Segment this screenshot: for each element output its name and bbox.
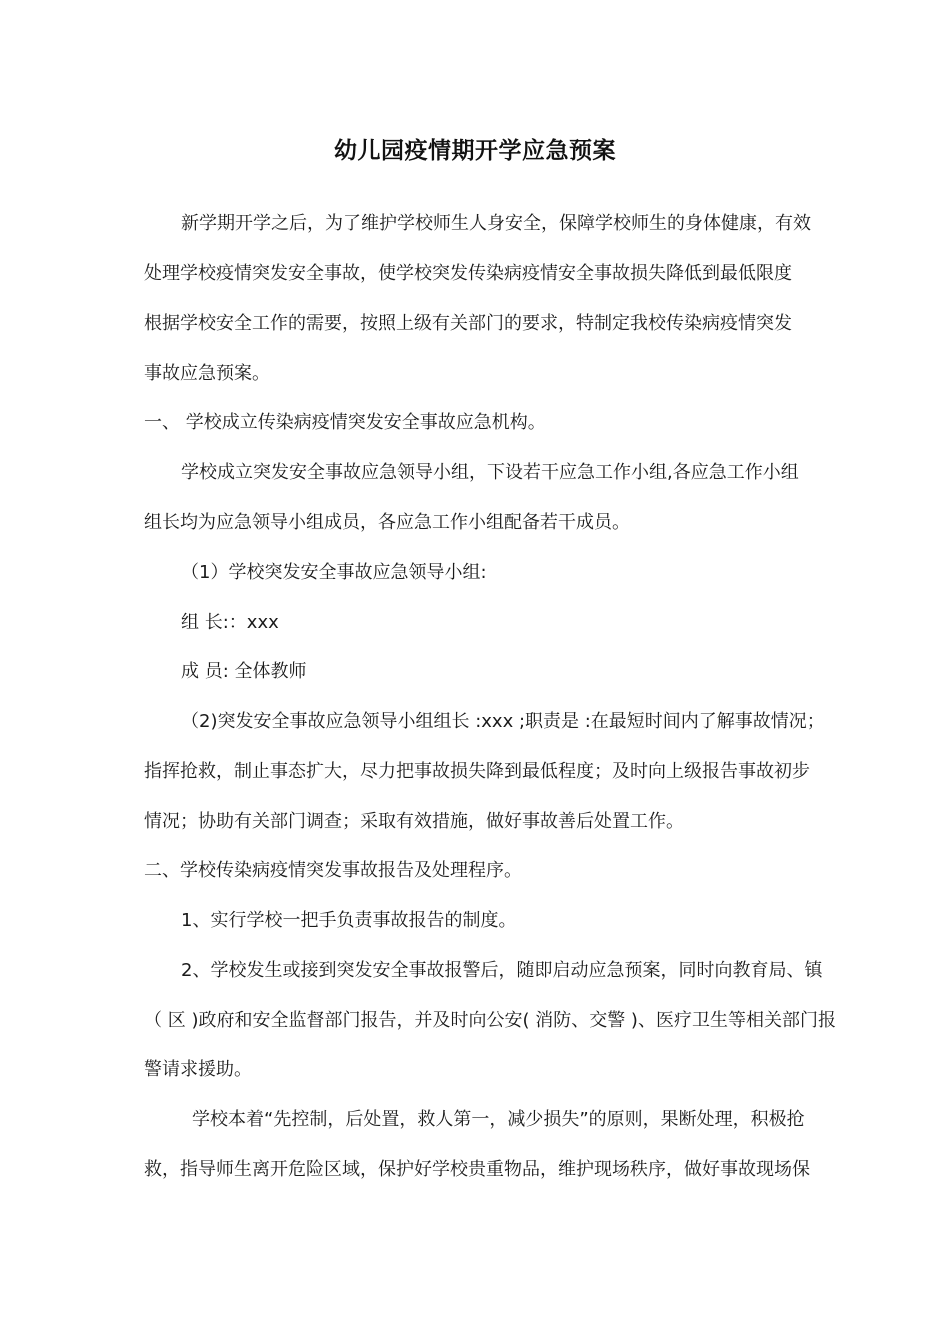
- document-title: 幼儿园疫情期开学应急预案: [334, 138, 616, 164]
- paragraph-line: 新学期开学之后，为了维护学校师生人身安全，保障学校师生的身体健康，有效: [181, 213, 811, 234]
- paragraph-line: 情况；协助有关部门调查；采取有效措施，做好事故善后处置工作。: [144, 811, 684, 832]
- section-heading: 二、学校传染病疫情突发事故报告及处理程序。: [144, 860, 522, 881]
- paragraph-line: 根据学校安全工作的需要，按照上级有关部门的要求，特制定我校传染病疫情突发: [144, 313, 792, 334]
- paragraph-line: 学校成立突发安全事故应急领导小组，下设若干应急工作小组,各应急工作小组: [181, 462, 799, 483]
- paragraph-line: （2)突发安全事故应急领导小组组长 :xxx ;职责是 :在最短时间内了解事故情况；: [181, 711, 825, 732]
- paragraph-line: （1）学校突发安全事故应急领导小组:: [181, 562, 487, 583]
- paragraph-line: 指挥抢救，制止事态扩大，尽力把事故损失降到最低程度；及时向上级报告事故初步: [144, 761, 810, 782]
- paragraph-line: 组 长:：xxx: [181, 612, 279, 633]
- paragraph-line: （ 区 )政府和安全监督部门报告，并及时向公安( 消防、交警 )、医疗卫生等相关部门报: [144, 1010, 836, 1031]
- paragraph-line: 学校本着“先控制，后处置，救人第一，减少损失”的原则，果断处理，积极抢: [192, 1109, 805, 1130]
- paragraph-line: 组长均为应急领导小组成员，各应急工作小组配备若干成员。: [144, 512, 630, 533]
- paragraph-line: 成 员: 全体教师: [181, 661, 307, 682]
- paragraph-line: 事故应急预案。: [144, 363, 270, 384]
- paragraph-line: 处理学校疫情突发安全事故，使学校突发传染病疫情安全事故损失降低到最低限度: [144, 263, 792, 284]
- paragraph-line: 警请求援助。: [144, 1059, 252, 1080]
- paragraph-line: 救，指导师生离开危险区域，保护好学校贵重物品，维护现场秩序，做好事故现场保: [144, 1159, 810, 1180]
- paragraph-line: 2、学校发生或接到突发安全事故报警后，随即启动应急预案，同时向教育局、镇: [181, 960, 823, 981]
- section-heading: 一、 学校成立传染病疫情突发安全事故应急机构。: [144, 412, 546, 433]
- paragraph-line: 1、实行学校一把手负责事故报告的制度。: [181, 910, 517, 931]
